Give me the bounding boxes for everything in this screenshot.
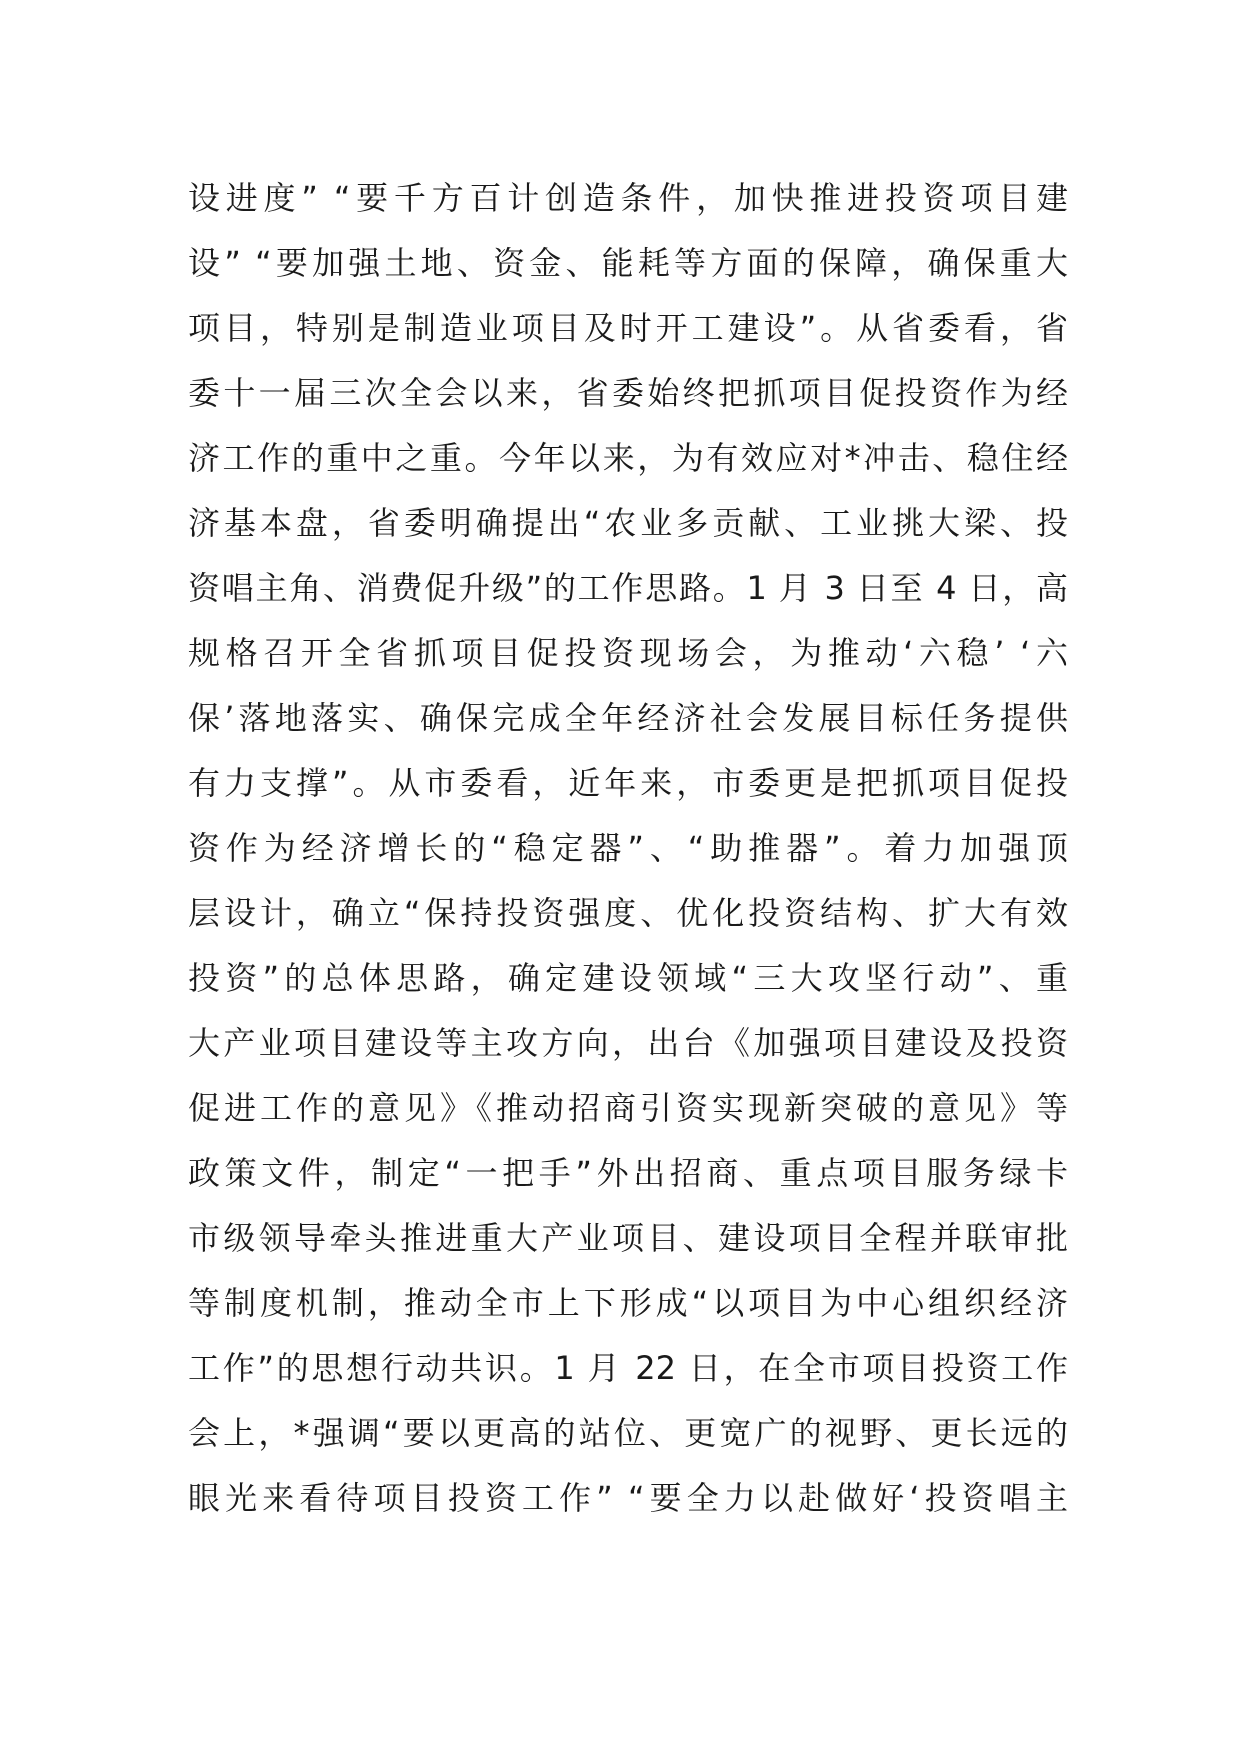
text-line: 项目，特别是制造业项目及时开工建设”。从省委看，省 (188, 309, 1068, 347)
text-line: 规格召开全省抓项目促投资现场会，为推动‘六稳’ ‘六 (188, 634, 1068, 672)
text-line: 资作为经济增长的“稳定器”、“助推器”。着力加强顶 (188, 829, 1068, 867)
text-line: 设” “要加强土地、资金、能耗等方面的保障，确保重大 (188, 244, 1068, 282)
text-line: 济工作的重中之重。今年以来，为有效应对*冲击、稳住经 (188, 439, 1068, 477)
body-text (188, 166, 1068, 1531)
text-line: 会上，*强调“要以更高的站位、更宽广的视野、更长远的 (188, 1414, 1068, 1452)
text-line: 政策文件，制定“一把手”外出招商、重点项目服务绿卡 (188, 1154, 1068, 1192)
text-line: 设进度” “要千方百计创造条件，加快推进投资项目建 (188, 179, 1068, 217)
text-line: 资唱主角、消费促升级”的工作思路。1 月 3 日至 4 日，高 (188, 569, 1068, 607)
text-line: 眼光来看待项目投资工作” “要全力以赴做好‘投资唱主 (188, 1479, 1068, 1517)
text-line: 大产业项目建设等主攻方向，出台《加强项目建设及投资 (188, 1024, 1068, 1062)
text-line: 有力支撑”。从市委看，近年来，市委更是把抓项目促投 (188, 764, 1068, 802)
text-line: 投资”的总体思路，确定建设领域“三大攻坚行动”、重 (188, 959, 1068, 997)
text-line: 济基本盘，省委明确提出“农业多贡献、工业挑大梁、投 (188, 504, 1068, 542)
text-line: 工作”的思想行动共识。1 月 22 日，在全市项目投资工作 (188, 1349, 1068, 1387)
text-line: 促进工作的意见》《推动招商引资实现新突破的意见》等 (188, 1089, 1068, 1127)
text-line: 市级领导牵头推进重大产业项目、建设项目全程并联审批 (188, 1219, 1068, 1257)
text-line: 保’落地落实、确保完成全年经济社会发展目标任务提供 (188, 699, 1068, 737)
text-line: 委十一届三次全会以来，省委始终把抓项目促投资作为经 (188, 374, 1068, 412)
text-line: 层设计，确立“保持投资强度、优化投资结构、扩大有效 (188, 894, 1068, 932)
text-line: 等制度机制，推动全市上下形成“以项目为中心组织经济 (188, 1284, 1068, 1322)
